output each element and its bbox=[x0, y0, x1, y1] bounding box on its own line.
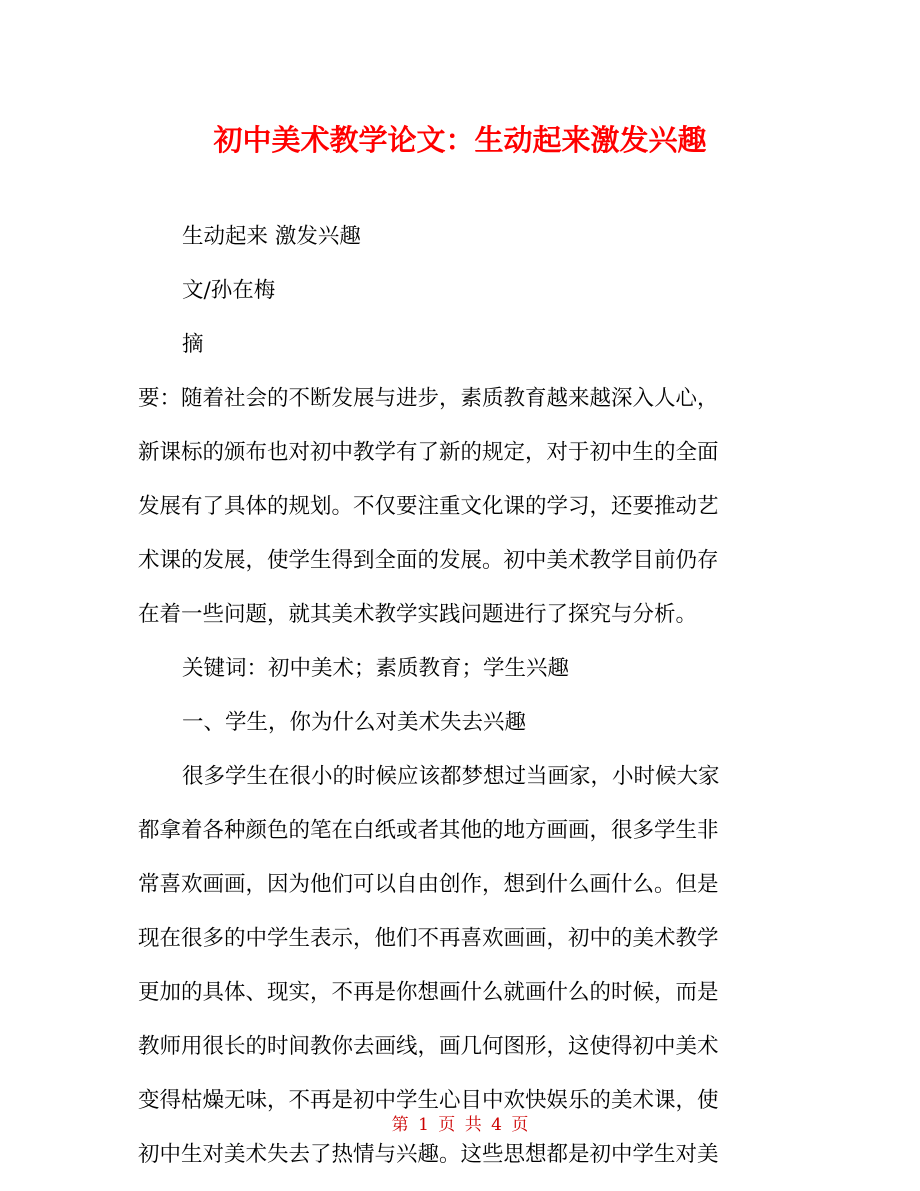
text-line: 一、学生，你为什么对美术失去兴趣 bbox=[182, 710, 527, 735]
text-line: 术课的发展，使学生得到全面的发展。初中美术教学目前仍存 bbox=[138, 548, 719, 573]
text-line: 现在很多的中学生表示，他们不再喜欢画画，初中的美术教学 bbox=[138, 926, 719, 951]
text-line: 要：随着社会的不断发展与进步，素质教育越来越深入人心， bbox=[138, 386, 719, 411]
text-line: 摘 bbox=[182, 332, 204, 357]
page-number-footer: 第 1 页 共 4 页 bbox=[391, 1115, 529, 1135]
text-line: 发展有了具体的规划。不仅要注重文化课的学习，还要推动艺 bbox=[138, 494, 719, 519]
text-line: 更加的具体、现实，不再是你想画什么就画什么的时候，而是 bbox=[138, 980, 719, 1005]
text-line: 很多学生在很小的时候应该都梦想过当画家，小时候大家 bbox=[182, 764, 720, 789]
text-line: 变得枯燥无味，不再是初中学生心目中欢快娱乐的美术课，使 bbox=[138, 1088, 719, 1113]
text-line: 文/孙在梅 bbox=[182, 278, 276, 303]
page-title: 初中美术教学论文：生动起来激发兴趣 bbox=[213, 123, 707, 157]
text-line: 都拿着各种颜色的笔在白纸或者其他的地方画画，很多学生非 bbox=[138, 818, 719, 843]
text-line: 生动起来 激发兴趣 bbox=[182, 224, 361, 249]
text-line: 常喜欢画画，因为他们可以自由创作，想到什么画什么。但是 bbox=[138, 872, 719, 897]
text-line: 在着一些问题，就其美术教学实践问题进行了探究与分析。 bbox=[138, 602, 698, 627]
text-line: 关键词：初中美术；素质教育；学生兴趣 bbox=[182, 656, 570, 681]
text-line: 初中生对美术失去了热情与兴趣。这些思想都是初中学生对美 bbox=[138, 1142, 719, 1167]
document-body bbox=[138, 210, 783, 1182]
text-line: 教师用很长的时间教你去画线，画几何图形，这使得初中美术 bbox=[138, 1034, 719, 1059]
text-line: 新课标的颁布也对初中教学有了新的规定，对于初中生的全面 bbox=[138, 440, 719, 465]
